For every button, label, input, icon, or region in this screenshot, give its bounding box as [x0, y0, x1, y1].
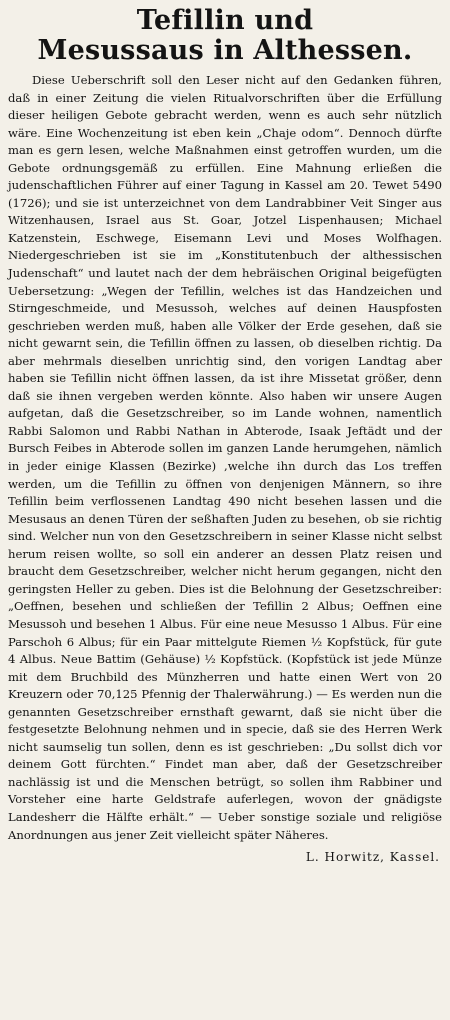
article-paragraph: Diese Ueberschrift soll den Leser nicht auf den Gedanken führen, daß in einer Zeitung die vielen Ritualvorschriften über die Erfüllung dieser heiligen Gebote gebracht werden, wenn es auch sehr nützlich wäre. Eine Wochenzeitung ist eben kein „Chaje odom“. Dennoch dürfte man es gern lesen, welche Maßnahmen einst getroffen wurden, um die Gebote ordnungsgemäß zu erfüllen. Eine Mahnung erließen die judenschaftlichen Führer auf einer Tagung in Kassel am 20. Tewet 5490 (1726); und sie ist unterzeichnet von dem Landrabbiner Veit Singer aus Witzenhausen, Israel aus St. Goar, Jotzel Lispenhausen; Michael Katzenstein, Eschwege, Eisemann Levi und Moses Wolfhagen. Niedergeschrieben ist sie im „Konstitutenbuch der althessischen Judenschaft“ und lautet nach der dem hebräischen Original beigefügten Uebersetzung: „Wegen der Tefillin, welches ist das Handzeichen und Stirngeschmeide, und Mesussoh, welches auf deinen Hauspfosten geschrieben werden muß, haben alle Völker der Erde gesehen, daß sie nicht gewarnt sein, die Tefillin öffnen zu lassen, ob dieselben richtig. Da aber mehrmals dieselben unrichtig sind, den vorigen Landtag aber haben sie Tefillin nicht öffnen lassen, da ist ihre Missetat größer, denn daß sie ihnen vergeben werden könnte. Also haben wir unsere Augen aufgetan, daß die Gesetzschreiber, so im Lande wohnen, namentlich Rabbi Salomon und Rabbi Nathan in Abterode, Isaak Jeftädt und der Bursch Feibes in Abterode sollen im ganzen Lande herumgehen, nämlich in jeder einige Klassen (Bezirke) ,welche ihn durch das Los treffen werden, um die Tefillin zu öffnen von denjenigen Männern, so ihre Tefillin beim verflossenen Landtag 490 nicht besehen lassen und die Mesusaus an denen Türen der seßhaften Juden zu besehen, ob sie richtig sind. Welcher nun von den Gesetzschreibern in seiner Klasse nicht selbst herum reisen wollte, so soll ein anderer an dessen Platz reisen und braucht dem Gesetzschreiber, welcher nicht herum gegangen, nicht den geringsten Heller zu geben. Dies ist die Belohnung der Gesetzschreiber: „Oeffnen, besehen und schließen der Tefillin 2 Albus; Oeffnen eine Mesussoh und besehen 1 Albus. Für eine neue Mesusso 1 Albus. Für eine Parschoh 6 Albus; für ein Paar mittelgute Riemen ½ Kopfstück, für gute 4 Albus. Neue Battim (Gehäuse) ½ Kopfstück. (Kopfstück ist jede Münze mit dem Bruchbild des Münzherren und hatte einen Wert von 20 Kreuzern oder 70,125 Pfennig der Thalerwährung.) — Es werden nun die genannten Gesetzschreiber ernsthaft gewarnt, daß sie nicht über die festgesetzte Belohnung nehmen und in specie, daß sie des Herren Werk nicht saumselig tun sollen, denn es ist geschrieben: „Du sollst dich vor deinem Gott fürchten.“ Findet man aber, daß der Gesetzschreiber nachlässig ist und die Menschen betrügt, so sollen ihm Rabbiner und Vorsteher eine harte Geldstrafe auferlegen, wovon der gnädigste Landesherr die Hälfte erhält.“ — Ueber sonstige soziale und religiöse Anordnungen aus jener Zeit vielleicht später Näheres. — [8, 73, 442, 842]
title-line-2: Mesussaus in Althessen. — [37, 35, 413, 66]
article-title — [8, 6, 442, 66]
author-signature: L. Horwitz, Kassel. — [305, 850, 440, 865]
title-line-1: Tefillin und — [136, 5, 314, 36]
article-body — [8, 72, 442, 844]
